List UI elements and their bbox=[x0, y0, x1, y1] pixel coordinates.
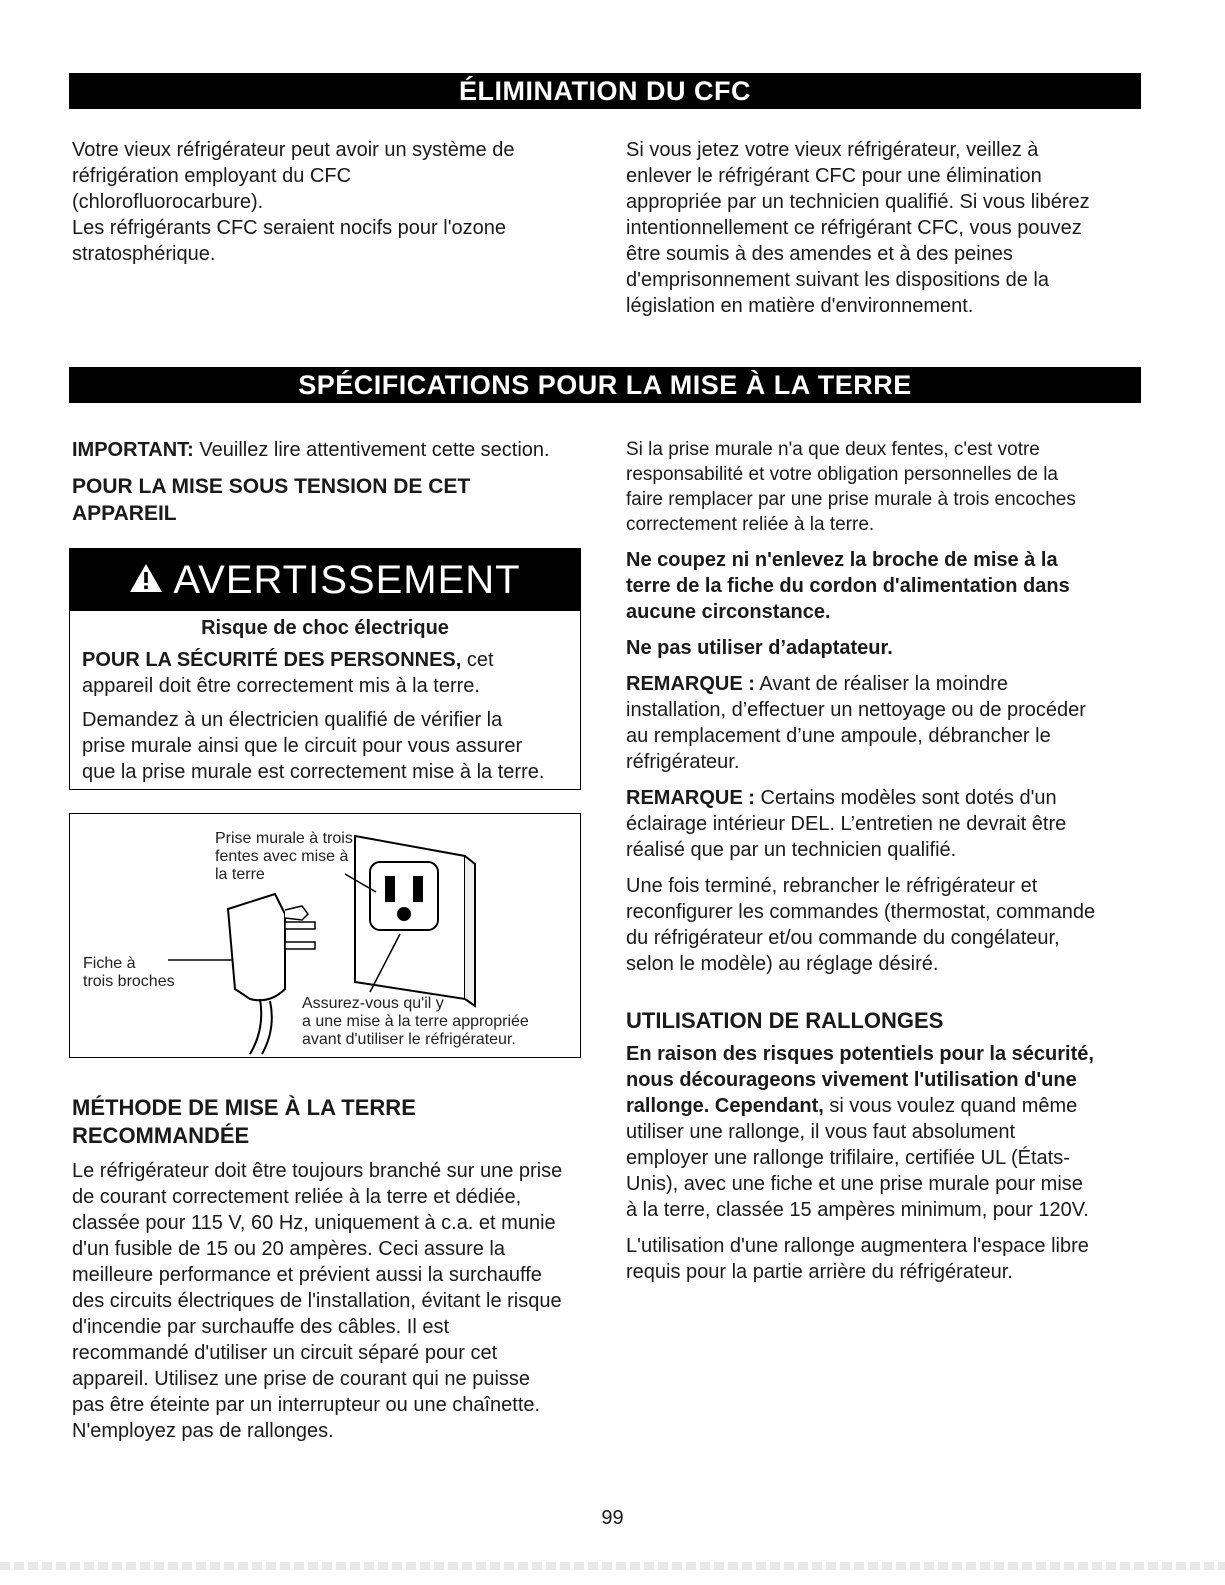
label-line: la terre bbox=[215, 866, 265, 883]
grounding-right-column bbox=[626, 437, 1146, 1285]
text-line: installation, d’effectuer un nettoyage ou de procéder bbox=[626, 699, 1086, 721]
two-slot-paragraph bbox=[626, 437, 1146, 537]
text-line: Unis), avec une fiche et une prise murale pour mise bbox=[626, 1173, 1083, 1195]
text-line: réalisé que par un technicien qualifié. bbox=[626, 839, 957, 861]
important-label: IMPORTANT: bbox=[72, 439, 194, 461]
text-line: employer une rallonge trifilaire, certifiée UL (États- bbox=[626, 1147, 1070, 1169]
cfc-right-text bbox=[626, 137, 1146, 319]
text-line: terre de la fiche du cordon d'alimentation dans bbox=[626, 575, 1070, 597]
power-heading: POUR LA MISE SOUS TENSION DE CET bbox=[72, 475, 471, 498]
method-section bbox=[72, 1094, 592, 1444]
warning-line bbox=[82, 647, 568, 673]
text-line: responsabilité et votre obligation personnelles de la bbox=[626, 464, 1058, 485]
text-line: stratosphérique. bbox=[72, 243, 216, 265]
text-line: En raison des risques potentiels pour la sécurité, bbox=[626, 1043, 1094, 1065]
label-line: Assurez-vous qu'il y bbox=[302, 995, 444, 1012]
warning-line: prise murale ainsi que le circuit pour vous assurer bbox=[82, 735, 523, 757]
warning-box bbox=[69, 548, 581, 790]
warning-line: appareil doit être correctement mis à la terre. bbox=[82, 675, 480, 697]
text-line: nous décourageons vivement l'utilisation d'une bbox=[626, 1069, 1077, 1091]
warning-line: que la prise murale est correctement mise à la terre. bbox=[82, 761, 545, 783]
remark-text: Avant de réaliser la moindre bbox=[754, 673, 1008, 695]
text-line: appropriée par un technicien qualifié. Si vous libérez bbox=[626, 191, 1090, 213]
label-line: fentes avec mise à bbox=[215, 848, 349, 865]
no-remove-ground-warning bbox=[626, 547, 1146, 625]
text: si vous voulez quand même bbox=[823, 1095, 1078, 1117]
footer-scan-line bbox=[0, 1562, 1225, 1570]
grounding-diagram bbox=[69, 813, 581, 1058]
remark-2 bbox=[626, 785, 1146, 863]
text-line: Les réfrigérants CFC seraient nocifs pour l'ozone bbox=[72, 217, 507, 239]
cfc-section-title: ÉLIMINATION DU CFC bbox=[69, 73, 1141, 109]
remark-label: REMARQUE : bbox=[626, 673, 755, 695]
page-number: 99 bbox=[601, 1507, 624, 1529]
reconnect-paragraph bbox=[626, 873, 1146, 977]
cfc-left-text bbox=[72, 137, 592, 267]
method-heading: MÉTHODE DE MISE À LA TERRE bbox=[72, 1095, 416, 1120]
text-line: de courant correctement reliée à la terre et dédiée, bbox=[72, 1186, 522, 1208]
warning-header bbox=[70, 549, 580, 611]
grounding-section-title: SPÉCIFICATIONS POUR LA MISE À LA TERRE bbox=[69, 367, 1141, 403]
warning-triangle-icon bbox=[129, 558, 163, 603]
text-line: d'emprisonnement suivant les dispositions de la bbox=[626, 269, 1049, 291]
text-line: Si la prise murale n'a que deux fentes, c'est votre bbox=[626, 439, 1040, 460]
text-line: pas être éteinte par un interrupteur ou une chaînette. bbox=[72, 1394, 541, 1416]
text-line: (chlorofluorocarbure). bbox=[72, 191, 264, 213]
text-line: recommandé d'utiliser un circuit séparé pour cet bbox=[72, 1342, 498, 1364]
label-line: trois broches bbox=[83, 973, 175, 990]
text-line: N'employez pas de rallonges. bbox=[72, 1420, 334, 1442]
text-line: réfrigération employant du CFC bbox=[72, 165, 352, 187]
text-line: correctement reliée à la terre. bbox=[626, 514, 875, 535]
text-line: utiliser une rallonge, il vous faut absolument bbox=[626, 1121, 1016, 1143]
important-text: Veuillez lire attentivement cette section. bbox=[193, 439, 550, 461]
label-line: a une mise à la terre appropriée bbox=[302, 1013, 529, 1030]
text-line: législation en matière d'environnement. bbox=[626, 295, 974, 317]
text-line: Votre vieux réfrigérateur peut avoir un système de bbox=[72, 139, 515, 161]
text-line: à la terre, classée 15 ampères minimum, pour 120V. bbox=[626, 1199, 1089, 1221]
text-line: classée pour 115 V, 60 Hz, uniquement à c.a. et munie bbox=[72, 1212, 556, 1234]
extension-clearance-paragraph bbox=[626, 1233, 1146, 1285]
text-line: reconfigurer les commandes (thermostat, commande bbox=[626, 901, 1096, 923]
text-line: des circuits électriques de l'installation, évitant le risque bbox=[72, 1290, 562, 1312]
text-line: réfrigérateur. bbox=[626, 751, 740, 773]
important-line bbox=[72, 437, 592, 463]
warning-body bbox=[70, 611, 580, 785]
method-text bbox=[72, 1158, 592, 1444]
text-line: enlever le réfrigérant CFC pour une élimination bbox=[626, 165, 1042, 187]
bold-text: rallonge. Cependant, bbox=[626, 1095, 824, 1117]
text-line: éclairage intérieur DEL. L’entretien ne devrait être bbox=[626, 813, 1067, 835]
text-line: requis pour la partie arrière du réfrigérateur. bbox=[626, 1261, 1013, 1283]
extension-cord-paragraph bbox=[626, 1041, 1146, 1223]
outlet-plug-illustration bbox=[70, 814, 580, 1057]
remark-label: REMARQUE : bbox=[626, 787, 755, 809]
text-line: d'un fusible de 15 ou 20 ampères. Ceci assure la bbox=[72, 1238, 505, 1260]
label-line: Fiche à bbox=[83, 955, 136, 972]
text-line: Ne coupez ni n'enlevez la broche de mise à la bbox=[626, 549, 1058, 571]
label-line: Prise murale à trois bbox=[215, 830, 353, 847]
grounding-left-intro bbox=[72, 437, 592, 527]
text-line: au remplacement d’une ampoule, débrancher le bbox=[626, 725, 1051, 747]
text-line bbox=[626, 785, 1146, 811]
remark-1 bbox=[626, 671, 1146, 775]
text-line: Si vous jetez votre vieux réfrigérateur, veillez à bbox=[626, 139, 1039, 161]
text-line bbox=[626, 671, 1146, 697]
power-heading: APPAREIL bbox=[72, 502, 177, 525]
text-line: aucune circonstance. bbox=[626, 601, 831, 623]
extension-cord-heading: UTILISATION DE RALLONGES bbox=[626, 1008, 944, 1033]
text-line bbox=[626, 1093, 1146, 1119]
text-line: intentionnellement ce réfrigérant CFC, vous pouvez bbox=[626, 217, 1082, 239]
no-adapter-warning: Ne pas utiliser d’adaptateur. bbox=[626, 637, 893, 659]
warning-subtitle: Risque de choc électrique bbox=[201, 617, 449, 639]
text-line: Le réfrigérateur doit être toujours branché sur une prise bbox=[72, 1160, 563, 1182]
text-line: meilleure performance et prévient aussi la surchauffe bbox=[72, 1264, 542, 1286]
remark-text: Certains modèles sont dotés d'un bbox=[754, 787, 1057, 809]
text-line: selon le modèle) au réglage désiré. bbox=[626, 953, 939, 975]
safety-text: cet bbox=[461, 649, 494, 671]
text-line: du réfrigérateur et/ou commande du congélateur, bbox=[626, 927, 1060, 949]
text-line: être soumis à des amendes et à des peines bbox=[626, 243, 1013, 265]
safety-label: POUR LA SÉCURITÉ DES PERSONNES, bbox=[82, 649, 462, 671]
text-line: d'incendie par surchauffe des câbles. Il est bbox=[72, 1316, 450, 1338]
method-heading: RECOMMANDÉE bbox=[72, 1123, 250, 1148]
warning-title: AVERTISSEMENT bbox=[173, 557, 521, 602]
text-line: L'utilisation d'une rallonge augmentera l'espace libre bbox=[626, 1235, 1089, 1257]
text-line: faire remplacer par une prise murale à trois encoches bbox=[626, 489, 1076, 510]
text-line: appareil. Utilisez une prise de courant qui ne puisse bbox=[72, 1368, 531, 1390]
label-line: avant d'utiliser le réfrigérateur. bbox=[302, 1031, 516, 1048]
text-line: Une fois terminé, rebrancher le réfrigérateur et bbox=[626, 875, 1038, 897]
warning-line: Demandez à un électricien qualifié de vérifier la bbox=[82, 709, 503, 731]
